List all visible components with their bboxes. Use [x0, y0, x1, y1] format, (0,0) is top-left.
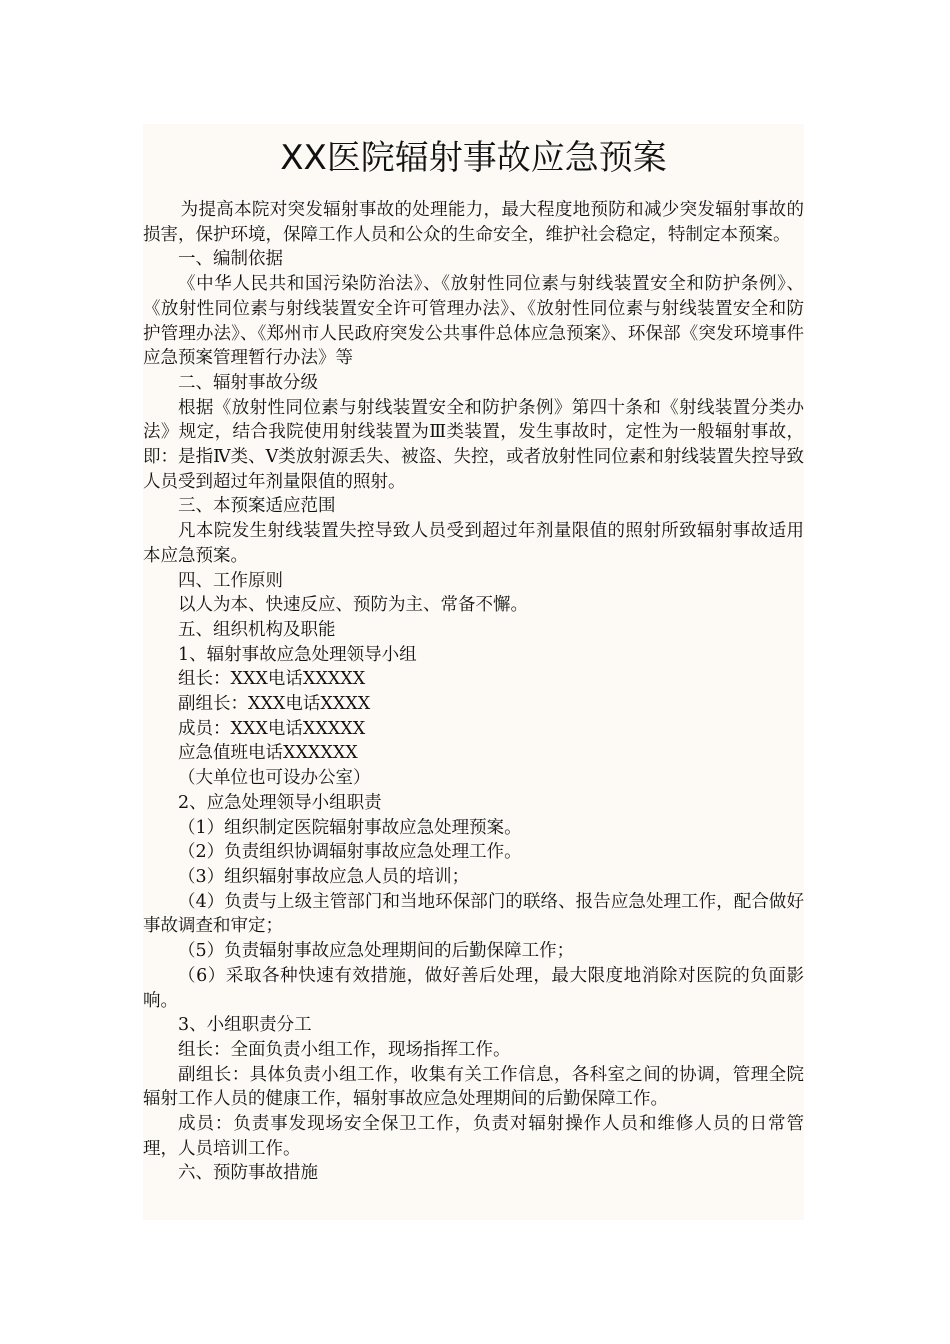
line-members: 成员：XXX电话XXXXX	[178, 718, 366, 739]
paragraph-basis: 《中华人民共和国污染防治法》、《放射性同位素与射线装置安全和防护条例》、《放射性同位素与射线装置安全许可管理办法》、《放射性同位素与射线装置安全和防护管理办法》、《郑州市人民政府突发公共事件总体应急预案》、环保部《突发环境事件应急预案管理暂行办法》等	[143, 274, 804, 369]
division-deputy-leader: 副组长：具体负责小组工作，收集有关工作信息，各科室之间的协调，管理全院辐射工作人员的健康工作，辐射事故应急处理期间的后勤保障工作。	[143, 1064, 804, 1110]
section-heading-prevention: 六、预防事故措施	[178, 1163, 318, 1184]
section-heading-classification: 二、辐射事故分级	[178, 372, 318, 393]
division-leader: 组长：全面负责小组工作，现场指挥工作。	[178, 1039, 511, 1060]
document-body	[143, 198, 804, 1186]
line-deputy-leader: 副组长：XXX电话XXXX	[178, 694, 371, 715]
document-title: XX医院辐射事故应急预案	[280, 138, 667, 178]
section-heading-principles: 四、工作原则	[178, 570, 283, 591]
intro-paragraph: 为提高本院对突发辐射事故的处理能力，最大程度地预防和减少突发辐射事故的损害，保护环境，保障工作人员和公众的生命安全，维护社会稳定，特制定本预案。	[143, 200, 804, 245]
line-office-note: （大单位也可设办公室）	[178, 768, 371, 789]
section-heading-scope: 三、本预案适应范围	[178, 496, 336, 517]
duty-item-1: （1）组织制定医院辐射事故应急处理预案。	[178, 817, 522, 838]
document-content	[143, 124, 804, 1186]
section-heading-basis: 一、编制依据	[178, 249, 283, 270]
paragraph-classification: 根据《放射性同位素与射线装置安全和防护条例》第四十条和《射线装置分类办法》规定，结合我院使用射线装置为Ⅲ类装置，发生事故时，定性为一般辐射事故，即：是指Ⅳ类、Ⅴ类放射源丢失、被盗、失控，或者放射性同位素和射线装置失控导致人员受到超过年剂量限值的照射。	[143, 397, 804, 492]
duty-item-2: （2）负责组织协调辐射事故应急处理工作。	[178, 842, 522, 863]
line-group-leader: 组长：XXX电话XXXXX	[178, 669, 366, 690]
paragraph-principles: 以人为本、快速反应、预防为主、常备不懈。	[178, 595, 528, 616]
subheading-division-of-duties: 3、小组职责分工	[178, 1015, 312, 1036]
subheading-group-duties: 2、应急处理领导小组职责	[178, 792, 382, 813]
paragraph-scope: 凡本院发生射线装置失控导致人员受到超过年剂量限值的照射所致辐射事故适用本应急预案。	[143, 521, 804, 566]
duty-item-4: （4）负责与上级主管部门和当地环保部门的联络、报告应急处理工作，配合做好事故调查和审定；	[143, 891, 804, 937]
duty-item-6: （6）采取各种快速有效措施，做好善后处理，最大限度地消除对医院的负面影响。	[143, 965, 804, 1011]
duty-item-5: （5）负责辐射事故应急处理期间的后勤保障工作；	[178, 941, 575, 962]
section-heading-organization: 五、组织机构及职能	[178, 619, 336, 640]
line-duty-phone: 应急值班电话XXXXXX	[178, 743, 358, 764]
subheading-leadership-group: 1、辐射事故应急处理领导小组	[178, 644, 417, 665]
division-members: 成员：负责事发现场安全保卫工作，负责对辐射操作人员和维修人员的日常管理，人员培训工作。	[143, 1114, 804, 1159]
duty-item-3: （3）组织辐射事故应急人员的培训；	[178, 866, 470, 887]
